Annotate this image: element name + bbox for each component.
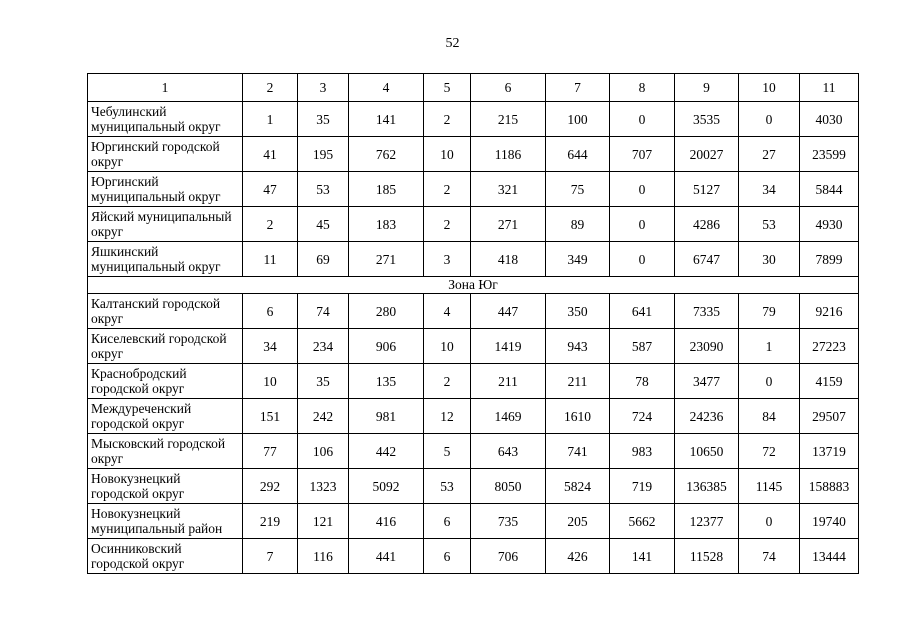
table-cell: 75 — [546, 172, 610, 207]
table-cell: 643 — [471, 434, 546, 469]
header-row — [88, 74, 859, 102]
table-cell: 762 — [349, 137, 424, 172]
table-cell: 641 — [610, 294, 675, 329]
column-header: 2 — [243, 74, 298, 102]
table-cell: 23090 — [675, 329, 739, 364]
table-cell: 215 — [471, 102, 546, 137]
table-cell: 45 — [298, 207, 349, 242]
column-header: 10 — [739, 74, 800, 102]
row-name: Калтанский городской округ — [88, 294, 243, 329]
table-cell: 6 — [424, 504, 471, 539]
table-cell: 183 — [349, 207, 424, 242]
table-cell: 195 — [298, 137, 349, 172]
table-cell: 20027 — [675, 137, 739, 172]
table-row — [88, 172, 859, 207]
table-cell: 2 — [424, 172, 471, 207]
table-cell: 30 — [739, 242, 800, 277]
table-cell: 79 — [739, 294, 800, 329]
table-cell: 724 — [610, 399, 675, 434]
table-cell: 6 — [243, 294, 298, 329]
column-header: 1 — [88, 74, 243, 102]
table-cell: 34 — [739, 172, 800, 207]
table-cell: 4 — [424, 294, 471, 329]
row-name: Новокузнецкий городской округ — [88, 469, 243, 504]
table-cell: 121 — [298, 504, 349, 539]
table-row — [88, 294, 859, 329]
table-row — [88, 102, 859, 137]
table-cell: 0 — [610, 207, 675, 242]
column-header: 6 — [471, 74, 546, 102]
column-header: 9 — [675, 74, 739, 102]
column-header: 5 — [424, 74, 471, 102]
table-cell: 2 — [424, 207, 471, 242]
table-cell: 1419 — [471, 329, 546, 364]
table-cell: 219 — [243, 504, 298, 539]
table-cell: 441 — [349, 539, 424, 574]
table-cell: 27 — [739, 137, 800, 172]
table-cell: 5 — [424, 434, 471, 469]
column-header: 11 — [800, 74, 859, 102]
table-row — [88, 242, 859, 277]
table-cell: 141 — [610, 539, 675, 574]
table-cell: 158883 — [800, 469, 859, 504]
table-cell: 53 — [739, 207, 800, 242]
table-cell: 321 — [471, 172, 546, 207]
table-cell: 0 — [610, 242, 675, 277]
table-cell: 0 — [610, 172, 675, 207]
table-cell: 1 — [739, 329, 800, 364]
table-row — [88, 539, 859, 574]
table-cell: 2 — [424, 102, 471, 137]
table-cell: 1145 — [739, 469, 800, 504]
table-cell: 706 — [471, 539, 546, 574]
row-name: Междуреченский городской округ — [88, 399, 243, 434]
table-cell: 447 — [471, 294, 546, 329]
table-cell: 719 — [610, 469, 675, 504]
table-body — [88, 74, 859, 574]
column-header: 3 — [298, 74, 349, 102]
table-cell: 741 — [546, 434, 610, 469]
row-name: Яшкинский муниципальный округ — [88, 242, 243, 277]
table-cell: 644 — [546, 137, 610, 172]
table-cell: 1 — [243, 102, 298, 137]
table-cell: 185 — [349, 172, 424, 207]
table-cell: 10 — [424, 329, 471, 364]
column-header: 8 — [610, 74, 675, 102]
page-number: 52 — [445, 36, 460, 51]
table-cell: 943 — [546, 329, 610, 364]
table-cell: 35 — [298, 102, 349, 137]
table-cell: 12377 — [675, 504, 739, 539]
table-cell: 211 — [546, 364, 610, 399]
table-cell: 5127 — [675, 172, 739, 207]
table-cell: 12 — [424, 399, 471, 434]
table-cell: 74 — [298, 294, 349, 329]
table-cell: 89 — [546, 207, 610, 242]
table-cell: 211 — [471, 364, 546, 399]
table-cell: 271 — [471, 207, 546, 242]
table-cell: 587 — [610, 329, 675, 364]
table-cell: 735 — [471, 504, 546, 539]
table-cell: 3535 — [675, 102, 739, 137]
table-cell: 707 — [610, 137, 675, 172]
row-name: Яйский муниципальный округ — [88, 207, 243, 242]
row-name: Киселевский городской округ — [88, 329, 243, 364]
table-row — [88, 469, 859, 504]
table-cell: 34 — [243, 329, 298, 364]
table-cell: 906 — [349, 329, 424, 364]
table-cell: 4030 — [800, 102, 859, 137]
table-cell: 1610 — [546, 399, 610, 434]
table-cell: 24236 — [675, 399, 739, 434]
table-cell: 5844 — [800, 172, 859, 207]
table-cell: 350 — [546, 294, 610, 329]
table-cell: 1323 — [298, 469, 349, 504]
row-name: Чебулинский муниципальный округ — [88, 102, 243, 137]
table-cell: 29507 — [800, 399, 859, 434]
table-cell: 6 — [424, 539, 471, 574]
table-cell: 983 — [610, 434, 675, 469]
table-cell: 8050 — [471, 469, 546, 504]
table-cell: 6747 — [675, 242, 739, 277]
table-cell: 5824 — [546, 469, 610, 504]
table-cell: 205 — [546, 504, 610, 539]
table-cell: 135 — [349, 364, 424, 399]
table-cell: 11528 — [675, 539, 739, 574]
table-cell: 242 — [298, 399, 349, 434]
column-header: 4 — [349, 74, 424, 102]
table-cell: 2 — [424, 364, 471, 399]
table-cell: 41 — [243, 137, 298, 172]
table-cell: 426 — [546, 539, 610, 574]
table-cell: 106 — [298, 434, 349, 469]
table-row — [88, 364, 859, 399]
table-cell: 4159 — [800, 364, 859, 399]
table-row — [88, 399, 859, 434]
table-cell: 13444 — [800, 539, 859, 574]
table-cell: 3 — [424, 242, 471, 277]
table-row — [88, 434, 859, 469]
data-table — [87, 73, 859, 574]
table-cell: 10650 — [675, 434, 739, 469]
table-cell: 35 — [298, 364, 349, 399]
table-cell: 9216 — [800, 294, 859, 329]
table-cell: 136385 — [675, 469, 739, 504]
table-cell: 27223 — [800, 329, 859, 364]
table-cell: 418 — [471, 242, 546, 277]
table-cell: 10 — [243, 364, 298, 399]
row-name: Юргинский муниципальный округ — [88, 172, 243, 207]
zone-header-row — [88, 277, 859, 294]
row-name: Осинниковский городской округ — [88, 539, 243, 574]
table-cell: 7335 — [675, 294, 739, 329]
table-cell: 5662 — [610, 504, 675, 539]
table-cell: 141 — [349, 102, 424, 137]
table-cell: 4930 — [800, 207, 859, 242]
table-cell: 0 — [739, 504, 800, 539]
table-cell: 442 — [349, 434, 424, 469]
table-cell: 19740 — [800, 504, 859, 539]
table-row — [88, 504, 859, 539]
table-row — [88, 329, 859, 364]
table-cell: 280 — [349, 294, 424, 329]
row-name: Мысковский городской округ — [88, 434, 243, 469]
table-cell: 78 — [610, 364, 675, 399]
table-cell: 0 — [739, 364, 800, 399]
table-cell: 0 — [739, 102, 800, 137]
table-cell: 5092 — [349, 469, 424, 504]
table-cell: 1469 — [471, 399, 546, 434]
zone-label: Зона Юг — [88, 277, 859, 294]
table-cell: 100 — [546, 102, 610, 137]
table-cell: 234 — [298, 329, 349, 364]
table-cell: 74 — [739, 539, 800, 574]
row-name: Новокузнецкий муниципальный район — [88, 504, 243, 539]
table-cell: 72 — [739, 434, 800, 469]
table-row — [88, 207, 859, 242]
table-cell: 53 — [424, 469, 471, 504]
table-cell: 7899 — [800, 242, 859, 277]
table-cell: 981 — [349, 399, 424, 434]
row-name: Краснобродский городской округ — [88, 364, 243, 399]
row-name: Юргинский городской округ — [88, 137, 243, 172]
column-header: 7 — [546, 74, 610, 102]
table-cell: 349 — [546, 242, 610, 277]
table-cell: 23599 — [800, 137, 859, 172]
table-cell: 4286 — [675, 207, 739, 242]
table-cell: 2 — [243, 207, 298, 242]
table-cell: 13719 — [800, 434, 859, 469]
table-cell: 271 — [349, 242, 424, 277]
table-cell: 151 — [243, 399, 298, 434]
table-cell: 292 — [243, 469, 298, 504]
table-cell: 47 — [243, 172, 298, 207]
table-cell: 84 — [739, 399, 800, 434]
table-cell: 7 — [243, 539, 298, 574]
table-cell: 416 — [349, 504, 424, 539]
table-cell: 1186 — [471, 137, 546, 172]
table-cell: 11 — [243, 242, 298, 277]
table-cell: 77 — [243, 434, 298, 469]
table-cell: 0 — [610, 102, 675, 137]
table-cell: 69 — [298, 242, 349, 277]
table-cell: 116 — [298, 539, 349, 574]
table-cell: 3477 — [675, 364, 739, 399]
table-cell: 53 — [298, 172, 349, 207]
table-row — [88, 137, 859, 172]
table-cell: 10 — [424, 137, 471, 172]
